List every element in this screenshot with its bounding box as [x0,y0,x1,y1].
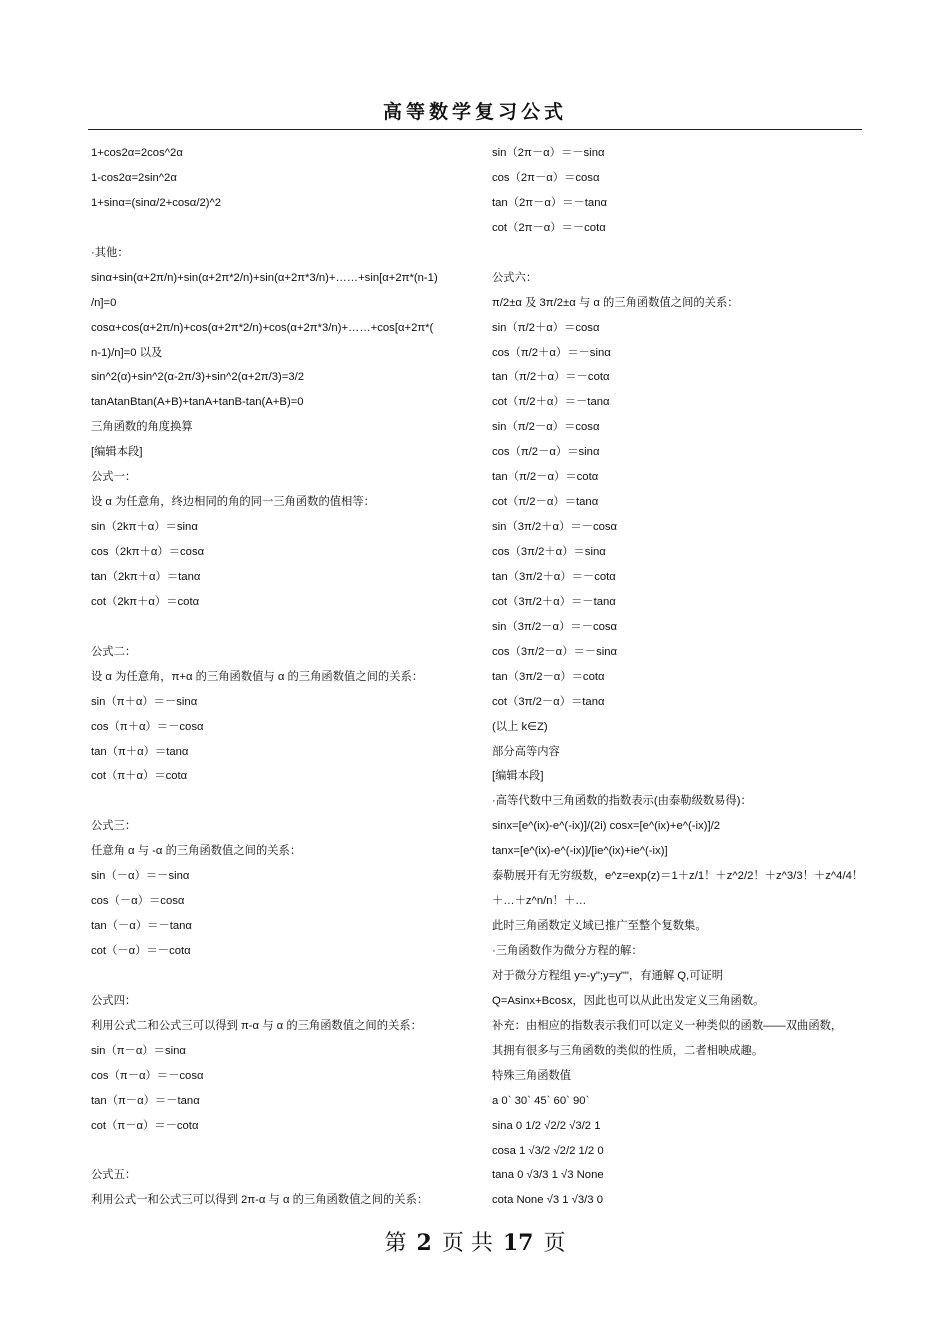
text-line: tan（π/2－α）＝cotα [492,471,599,484]
text-line: cot（－α）＝－cotα [91,945,191,957]
text-line: sina 0 1/2 √2/2 √3/2 1 [492,1119,601,1132]
title-divider [88,129,862,130]
text-line: cos（π－α）＝－cosα [91,1069,204,1082]
text-line: 此时三角函数定义域已推广至整个复数集。 [492,920,707,933]
text-line: 部分高等内容 [492,745,560,758]
text-line: 公式六： [492,271,538,284]
text-line: 1+sinα=(sinα/2+cosα/2)^2 [91,196,222,209]
text-line: /n]=0 [91,296,117,309]
footer-suffix: 页 [543,1231,566,1256]
text-line: cot（π/2＋α）＝－tanα [492,396,610,409]
text-line [492,241,864,266]
text-line [91,789,471,814]
text-line: sin（3π/2－α）＝－cosα [492,620,618,633]
left-column [91,141,471,1213]
text-line: 公式四： [91,994,137,1007]
text-line: 其拥有很多与三角函数的类似的性质，二者相映成趣。 [492,1044,764,1057]
text-line: cosα+cos(α+2π/n)+cos(α+2π*2/n)+cos(α+2π*3/n)+……+cos[α+2π*( [91,321,434,334]
text-line: sin（π－α）＝sinα [91,1044,186,1057]
text-line: sin（π/2＋α）＝cosα [492,321,600,334]
text-line [91,964,471,989]
text-line: cot（2kπ＋α）＝cotα [91,595,200,608]
text-line: 任意角 α 与 -α 的三角函数值之间的关系： [91,845,302,858]
text-line: 公式五： [91,1169,137,1182]
text-line: sin（π/2－α）＝cosα [492,421,600,434]
text-line: cos（π/2－α）＝sinα [492,446,600,459]
text-line: 利用公式一和公式三可以得到 2π-α 与 α 的三角函数值之间的关系： [91,1194,429,1207]
text-line: 公式一： [91,471,137,484]
text-line: cot（3π/2－α）＝tanα [492,695,605,708]
text-line: 设 α 为任意角，π+α 的三角函数值与 α 的三角函数值之间的关系： [91,670,424,683]
text-line: sin（－α）＝－sinα [91,870,190,883]
text-line: tan（3π/2－α）＝cotα [492,670,605,683]
text-line: 设 α 为任意角，终边相同的角的同一三角函数的值相等： [91,496,375,509]
text-line: (以上 k∈Z) [492,720,548,733]
text-line: ·三角函数作为微分方程的解： [492,945,643,957]
text-line [91,615,471,640]
text-line: cos（π＋α）＝－cosα [91,720,204,733]
text-line: 1-cos2α=2sin^2α [91,171,177,184]
footer-middle: 页 共 [441,1231,493,1256]
text-line: cos（2kπ＋α）＝cosα [91,546,205,558]
right-column [492,141,864,1213]
text-line: ·高等代数中三角函数的指数表示(由泰勒级数易得)： [492,795,752,808]
text-line: tan（2π－α）＝－tanα [492,196,608,209]
text-line: 特殊三角函数值 [492,1069,572,1082]
text-line: tan（π＋α）＝tanα [91,745,189,758]
total-pages: 17 [502,1230,534,1256]
text-line: sin（π＋α）＝－sinα [91,695,198,708]
text-line: tan（π/2＋α）＝－cotα [492,371,610,384]
text-line: n-1)/n]=0 以及 [91,346,163,359]
text-line: sinx=[e^(ix)-e^(-ix)]/(2i) cosx=[e^(ix)+e^(-ix)]/2 [492,820,721,833]
text-line: tanx=[e^(ix)-e^(-ix)]/[ie^(ix)+ie^(-ix)] [492,845,668,858]
text-line: tan（π－α）＝－tanα [91,1094,200,1107]
text-line: 三角函数的角度换算 [91,421,193,434]
text-line: cot（2π－α）＝－cotα [492,221,606,234]
text-line: sin（2kπ＋α）＝sinα [91,521,198,534]
text-line: sin（3π/2＋α）＝－cosα [492,521,618,534]
text-line: tan（3π/2＋α）＝－cotα [492,570,616,583]
text-line: [编辑本段] [492,770,544,783]
text-line: tana 0 √3/3 1 √3 None [492,1169,604,1182]
text-line: 利用公式二和公式三可以得到 π-α 与 α 的三角函数值之间的关系： [91,1019,422,1032]
text-line: 公式二： [91,645,137,658]
text-line: sin（2π－α）＝－sinα [492,147,605,159]
text-line: tanAtanBtan(A+B)+tanA+tanB-tan(A+B)=0 [91,396,304,409]
text-line: cos（3π/2－α）＝－sinα [492,645,618,658]
text-line: ·其他： [91,246,129,259]
text-line: Q=Asinx+Bcosx，因此也可以从此出发定义三角函数。 [492,994,765,1007]
text-line: 泰勒展开有无穷级数，e^z=exp(z)＝1＋z/1！＋z^2/2！＋z^3/3！＋z^4/4！ [492,870,864,883]
page-footer [0,1226,950,1257]
text-line: a 0` 30` 45` 60` 90` [492,1094,590,1107]
text-line: cos（－α）＝cosα [91,895,185,908]
text-line: tan（2kπ＋α）＝tanα [91,570,201,583]
text-line: π/2±α 及 3π/2±α 与 α 的三角函数值之间的关系： [492,296,739,309]
text-line: 公式三： [91,820,137,833]
text-line: 补充：由相应的指数表示我们可以定义一种类似的函数——双曲函数， [492,1019,843,1032]
text-line: cos（2π－α）＝cosα [492,171,600,184]
text-line: cota None √3 1 √3/3 0 [492,1194,604,1207]
text-line: sinα+sin(α+2π/n)+sin(α+2π*2/n)+sin(α+2π*3/n)+……+sin[α+2π*(n-1) [91,271,438,284]
text-line: cot（π/2－α）＝tanα [492,496,599,509]
page-title: 高等数学复习公式 [382,101,567,123]
text-line: ＋…＋z^n/n！＋… [492,895,587,908]
text-line: sin^2(α)+sin^2(α-2π/3)+sin^2(α+2π/3)=3/2 [91,371,305,384]
text-line: cot（π＋α）＝cotα [91,770,188,783]
text-line: 对于微分方程组 y=-y";y=y""，有通解 Q,可证明 [492,969,724,982]
page-number: 2 [416,1230,432,1256]
text-line: [编辑本段] [91,446,143,459]
text-line: tan（－α）＝－tanα [91,920,192,933]
footer-prefix: 第 [384,1231,407,1256]
text-line: cot（3π/2＋α）＝－tanα [492,595,616,608]
text-line [91,216,471,241]
text-line: cosa 1 √3/2 √2/2 1/2 0 [492,1144,604,1157]
text-line [91,1139,471,1164]
text-line: cos（3π/2＋α）＝sinα [492,546,606,558]
text-line: 1+cos2α=2cos^2α [91,147,183,159]
text-line: cot（π－α）＝－cotα [91,1119,199,1132]
text-line: cos（π/2＋α）＝－sinα [492,346,611,359]
